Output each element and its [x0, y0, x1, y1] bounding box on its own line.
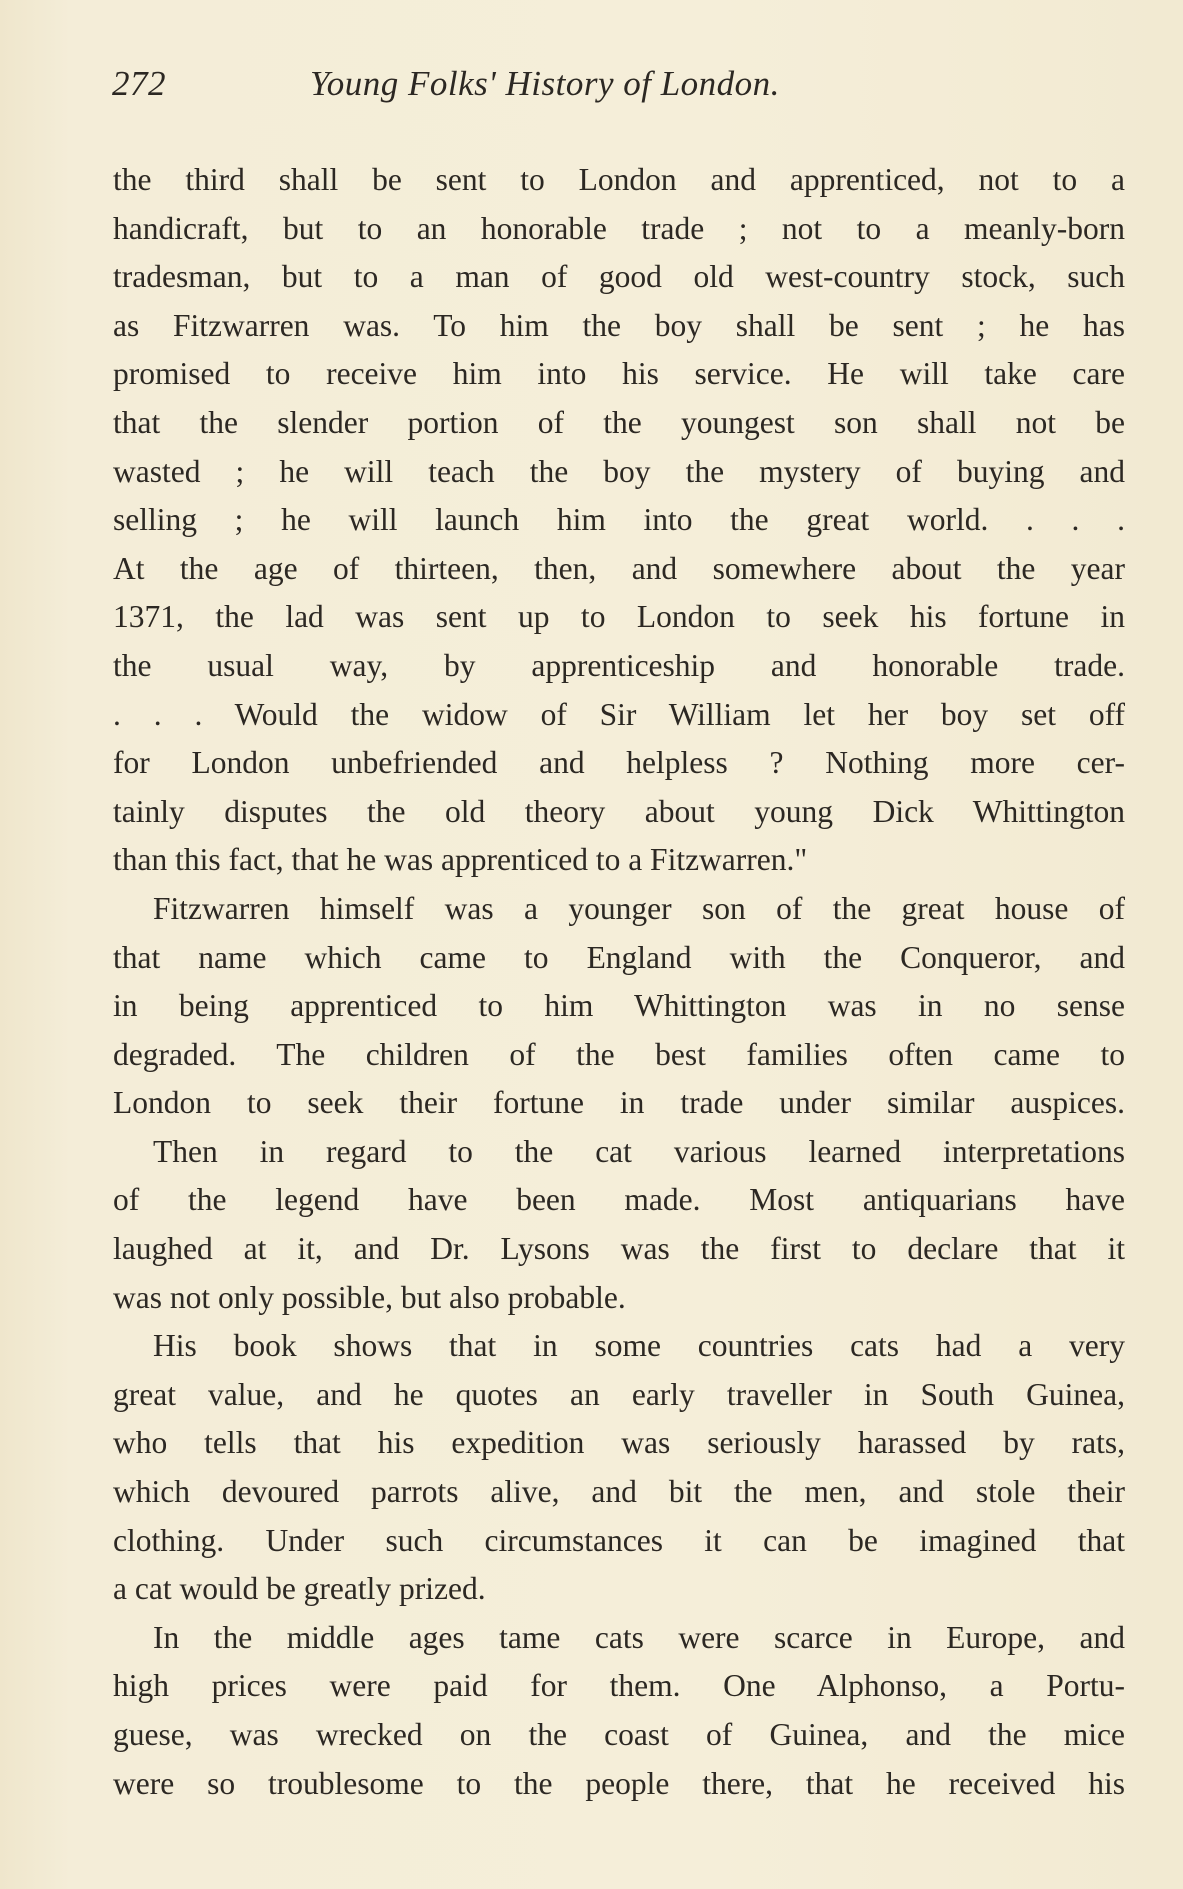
text-line: tainly disputes the old theory about young Dick Whittington: [113, 793, 1125, 829]
page-number: 272: [112, 64, 166, 103]
text-line: that the slender portion of the youngest son shall not be: [113, 404, 1125, 440]
text-line: clothing. Under such circumstances it can be imagined that: [113, 1522, 1125, 1558]
text-line: as Fitzwarren was. To him the boy shall be sent ; he has: [113, 307, 1125, 343]
text-line: great value, and he quotes an early traveller in South Guinea,: [113, 1376, 1125, 1412]
text-line: were so troublesome to the people there, that he received his: [113, 1765, 1125, 1801]
text-line: high prices were paid for them. One Alphonso, a Portu-: [113, 1668, 1125, 1704]
text-line: At the age of thirteen, then, and somewhere about the year: [113, 550, 1125, 586]
text-line: for London unbefriended and helpless ? Nothing more cer-: [113, 745, 1125, 781]
text-line: than this fact, that he was apprenticed to a Fitzwarren.": [113, 842, 808, 878]
text-line: was not only possible, but also probable.: [113, 1279, 626, 1315]
text-line: of the legend have been made. Most antiquarians have: [113, 1182, 1125, 1218]
text-line: who tells that his expedition was seriously harassed by rats,: [113, 1425, 1125, 1461]
running-head: [112, 64, 1012, 114]
text-line: 1371, the lad was sent up to London to seek his fortune in: [113, 599, 1125, 635]
text-line: laughed at it, and Dr. Lysons was the first to declare that it: [113, 1231, 1125, 1267]
text-line: in being apprenticed to him Whittington was in no sense: [113, 988, 1125, 1024]
text-line: handicraft, but to an honorable trade ; not to a meanly-born: [113, 210, 1125, 246]
text-line: London to seek their fortune in trade under similar auspices.: [113, 1085, 1125, 1121]
running-title: Young Folks' History of London.: [310, 64, 780, 103]
body-text: [113, 156, 1125, 1808]
text-line: tradesman, but to a man of good old west-country stock, such: [113, 259, 1125, 295]
text-line: In the middle ages tame cats were scarce in Europe, and: [153, 1619, 1125, 1655]
text-line: degraded. The children of the best families often came to: [113, 1036, 1125, 1072]
text-line: a cat would be greatly prized.: [113, 1571, 486, 1607]
text-line: Fitzwarren himself was a younger son of the great house of: [153, 890, 1125, 926]
text-line: the third shall be sent to London and apprenticed, not to a: [113, 162, 1125, 197]
text-line: the usual way, by apprenticeship and honorable trade.: [113, 647, 1125, 683]
text-line: promised to receive him into his service. He will take care: [113, 356, 1125, 392]
text-line: Then in regard to the cat various learned interpretations: [153, 1133, 1125, 1169]
text-line: selling ; he will launch him into the great world. . . .: [113, 502, 1125, 538]
text-line: His book shows that in some countries cats had a very: [153, 1328, 1125, 1364]
text-line: which devoured parrots alive, and bit the men, and stole their: [113, 1474, 1125, 1510]
text-line: guese, was wrecked on the coast of Guinea, and the mice: [113, 1717, 1125, 1752]
text-line: that name which came to England with the Conqueror, and: [113, 939, 1125, 975]
text-line: wasted ; he will teach the boy the mystery of buying and: [113, 453, 1125, 489]
text-line: . . . Would the widow of Sir William let her boy set off: [113, 696, 1125, 732]
